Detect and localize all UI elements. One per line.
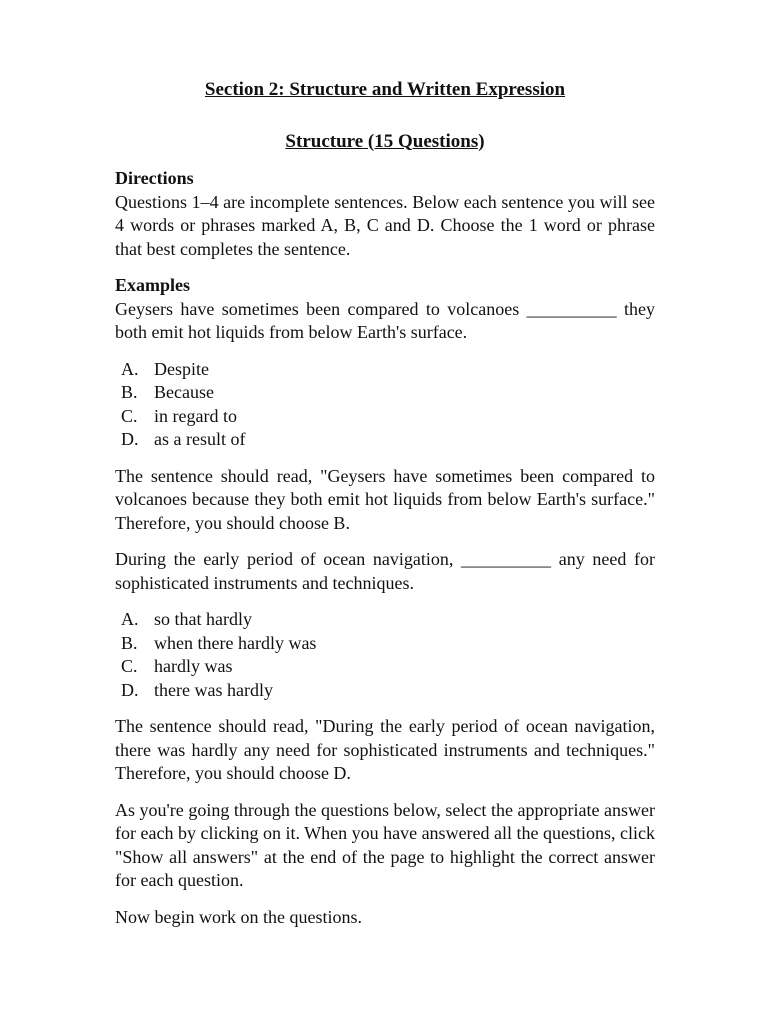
list-item (121, 655, 655, 679)
option-letter: C. (121, 405, 138, 426)
option-letter: A. (121, 609, 139, 629)
option-text: hardly was (154, 656, 233, 676)
option-text: as a result of (154, 429, 246, 449)
option-letter: B. (121, 632, 138, 653)
list-item (121, 679, 655, 703)
directions-text: Questions 1–4 are incomplete sentences. Below each sentence you will see 4 words or phrases marked A, B, C and D. Choose the 1 word or phrase that best completes the sentence. (115, 191, 655, 259)
option-letter: C. (121, 656, 138, 676)
option-letter: D. (121, 429, 139, 449)
example1-options (121, 358, 655, 452)
list-item (121, 381, 655, 405)
list-item (121, 428, 655, 452)
option-text: there was hardly (154, 679, 273, 700)
section-title: Section 2: Structure and Written Expression (204, 79, 566, 100)
example1-explanation: The sentence should read, "Geysers have sometimes been compared to volcanoes because they both emit hot liquids from below Earth's surface." Therefore, you should choose B. (115, 465, 655, 533)
instructions-text: As you're going through the questions below, select the appropriate answer for each by clicking on it. When you have answered all the questions, click "Show all answers" at the end of the page to highlight the correct answer for each question. (115, 799, 655, 890)
list-item (121, 405, 655, 429)
example2-options (121, 608, 655, 702)
examples-heading: Examples (115, 275, 191, 295)
closing-text: Now begin work on the questions. (115, 906, 362, 927)
example2-question: During the early period of ocean navigation, __________ any need for sophisticated instruments and techniques. (115, 549, 655, 593)
option-letter: B. (121, 382, 138, 402)
list-item (121, 608, 655, 632)
option-text: in regard to (154, 405, 237, 426)
option-letter: A. (121, 358, 139, 379)
example2-explanation: The sentence should read, "During the early period of ocean navigation, there was hardly any need for sophisticated instruments and techniques." Therefore, you should choose D. (115, 716, 655, 783)
list-item (121, 632, 655, 656)
directions-heading: Directions (115, 168, 194, 188)
document-page (115, 78, 655, 942)
list-item (121, 358, 655, 382)
option-letter: D. (121, 679, 139, 700)
subsection-title: Structure (15 Questions) (285, 130, 485, 152)
example1-question: Geysers have sometimes been compared to volcanoes __________ they both emit hot liquids from below Earth's surface. (115, 298, 655, 342)
option-text: Because (154, 382, 214, 402)
option-text: Despite (154, 358, 209, 379)
option-text: so that hardly (154, 609, 252, 629)
option-text: when there hardly was (154, 632, 317, 653)
